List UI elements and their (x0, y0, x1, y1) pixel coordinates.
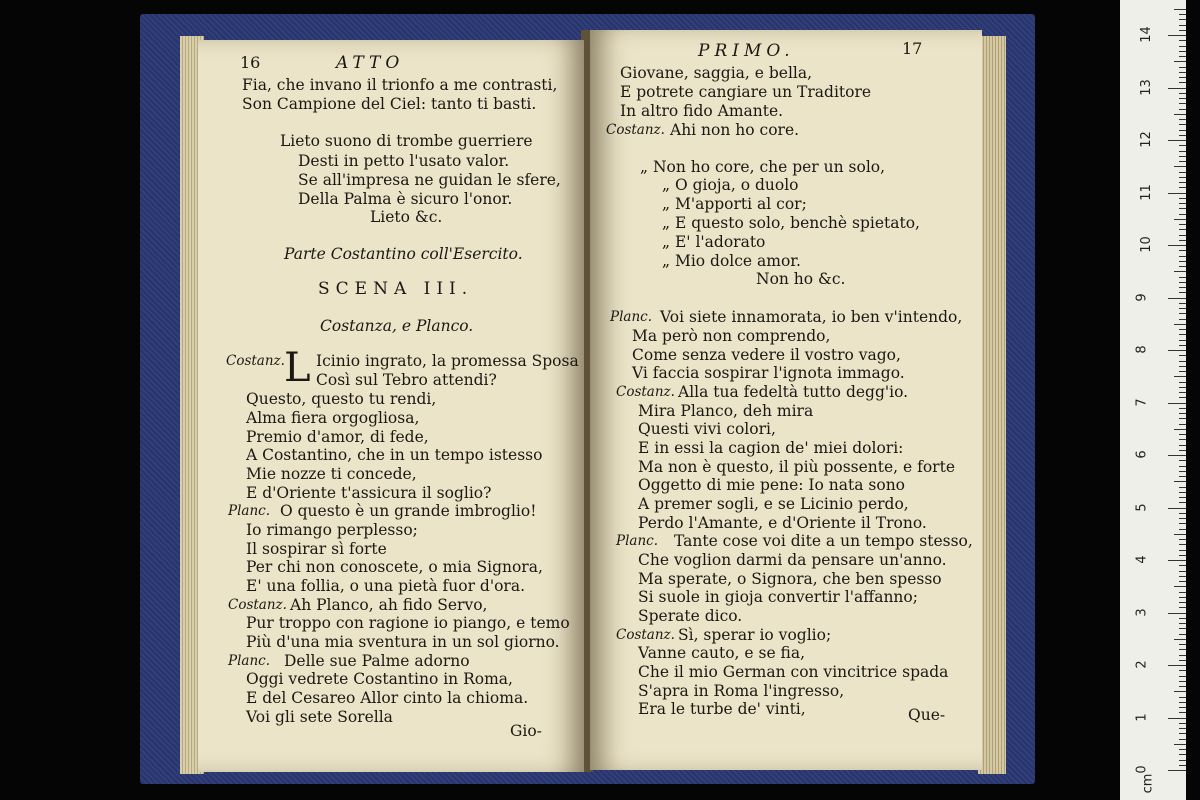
ruler-label: 0 (1134, 765, 1150, 774)
ruler-tick (1179, 497, 1186, 498)
dialogue-line: Giovane, saggia, e bella, (620, 64, 813, 82)
ruler-tick (1179, 124, 1186, 125)
ruler-tick (1174, 9, 1186, 10)
ruler-tick (1174, 429, 1186, 430)
ruler-tick (1179, 712, 1186, 713)
ruler-tick (1179, 98, 1186, 99)
aria-da-capo: Non ho &c. (756, 270, 846, 288)
speaker-label: Costanz. (616, 384, 675, 400)
right-page (590, 30, 982, 770)
ruler-tick (1179, 366, 1186, 367)
dialogue-line: Alla tua fedeltà tutto degg'io. (678, 383, 909, 401)
ruler-tick (1179, 345, 1186, 346)
ruler-tick (1179, 445, 1186, 446)
dialogue-line: Tante cose voi dite a un tempo stesso, (674, 532, 973, 550)
dialogue-line: S'apra in Roma l'ingresso, (638, 682, 845, 700)
ruler-label: 2 (1134, 660, 1150, 669)
ruler-tick (1174, 166, 1186, 167)
aria-line: „ E questo solo, benchè spietato, (662, 214, 920, 232)
ruler-tick (1174, 324, 1186, 325)
ruler-tick (1168, 718, 1186, 719)
ruler-tick (1174, 639, 1186, 640)
ruler-tick (1179, 214, 1186, 215)
ruler-tick (1179, 576, 1186, 577)
ruler-label: 12 (1138, 131, 1154, 148)
dialogue-line: Così sul Tebro attendi? (316, 371, 497, 389)
ruler-tick (1174, 376, 1186, 377)
ruler-tick (1179, 655, 1186, 656)
ruler-tick (1179, 46, 1186, 47)
ruler-tick (1179, 103, 1186, 104)
dialogue-line: Pur troppo con ragione io piango, e temo (246, 614, 570, 632)
ruler-tick (1179, 628, 1186, 629)
speaker-label: Costanz. (226, 353, 285, 369)
ruler-tick (1179, 261, 1186, 262)
dialogue-line: O questo è un grande imbroglio! (280, 502, 537, 520)
dialogue-line: E in essi la cagion de' miei dolori: (638, 439, 904, 457)
ruler-label: 7 (1134, 397, 1150, 407)
ruler-tick (1179, 56, 1186, 57)
ruler-tick (1179, 250, 1186, 251)
ruler-tick (1179, 424, 1186, 425)
dialogue-line: Premio d'amor, di fede, (246, 428, 429, 446)
ruler-tick (1179, 82, 1186, 83)
dialogue-line: Questi vivi colori, (638, 420, 776, 438)
ruler-tick (1179, 471, 1186, 472)
aria-line: Della Palma è sicuro l'onor. (298, 190, 513, 208)
ruler-label: 14 (1138, 26, 1154, 43)
stage-direction: Parte Costantino coll'Esercito. (284, 245, 523, 263)
ruler-tick (1168, 508, 1186, 509)
ruler-tick (1179, 754, 1186, 755)
measurement-ruler (1120, 0, 1186, 800)
running-head: PRIMO. (698, 41, 795, 61)
ruler-tick (1179, 334, 1186, 335)
dialogue-line: Oggetto di mie pene: Io nata sono (638, 476, 906, 494)
ruler-tick (1179, 739, 1186, 740)
dialogue-line: Oggi vedrete Costantino in Roma, (246, 670, 513, 688)
ruler-tick (1179, 329, 1186, 330)
ruler-tick (1179, 30, 1186, 31)
ruler-tick (1179, 523, 1186, 524)
dialogue-line: Che voglion darmi da pensare un'anno. (638, 551, 947, 569)
catchword: Que- (908, 706, 946, 724)
dialogue-line: E del Cesareo Allor cinto la chioma. (246, 689, 529, 707)
ruler-tick (1174, 219, 1186, 220)
ruler-tick (1179, 387, 1186, 388)
ruler-tick (1168, 88, 1186, 89)
ruler-tick (1179, 308, 1186, 309)
ruler-tick (1168, 350, 1186, 351)
ruler-tick (1179, 733, 1186, 734)
ruler-label: 8 (1134, 345, 1150, 354)
dialogue-line: Voi gli sete Sorella (246, 708, 393, 726)
aria-line: „ M'apporti al cor; (662, 195, 807, 213)
dialogue-line: Delle sue Palme adorno (284, 652, 470, 670)
ruler-label: 3 (1134, 607, 1150, 617)
ruler-tick (1179, 597, 1186, 598)
ruler-tick (1179, 707, 1186, 708)
dialogue-line: Icinio ingrato, la promessa Sposa (316, 352, 579, 370)
ruler-tick (1174, 691, 1186, 692)
ruler-tick (1179, 397, 1186, 398)
ruler-tick (1179, 19, 1186, 20)
drop-cap: L (284, 345, 311, 391)
dialogue-line: A premer sogli, e se Licinio perdo, (638, 495, 909, 513)
ruler-tick (1179, 25, 1186, 26)
ruler-tick (1179, 492, 1186, 493)
ruler-tick (1168, 140, 1186, 141)
speaker-label: Costanz. (606, 122, 665, 138)
ruler-tick (1179, 240, 1186, 241)
left-page (198, 40, 584, 772)
ruler-tick (1179, 513, 1186, 514)
ruler-tick (1179, 198, 1186, 199)
ruler-tick (1179, 649, 1186, 650)
ruler-label: 6 (1134, 450, 1150, 459)
dialogue-line: Il sospirar sì forte (246, 540, 387, 558)
dialogue-line: Ma però non comprendo, (632, 327, 831, 345)
ruler-tick (1174, 534, 1186, 535)
ruler-tick (1179, 151, 1186, 152)
ruler-tick (1179, 670, 1186, 671)
ruler-tick (1179, 676, 1186, 677)
scene-characters: Costanza, e Planco. (320, 317, 474, 335)
ruler-tick (1179, 623, 1186, 624)
speaker-label: Planc. (610, 309, 652, 325)
ruler-tick (1168, 403, 1186, 404)
ruler-tick (1179, 529, 1186, 530)
ruler-label: 10 (1138, 236, 1154, 253)
ruler-tick (1168, 193, 1186, 194)
ruler-label: 4 (1134, 555, 1150, 564)
ruler-tick (1179, 277, 1186, 278)
ruler-tick (1179, 565, 1186, 566)
ruler-tick (1179, 313, 1186, 314)
ruler-tick (1179, 156, 1186, 157)
ruler-tick (1179, 355, 1186, 356)
dialogue-line: Alma fiera orgogliosa, (246, 409, 420, 427)
ruler-tick (1179, 93, 1186, 94)
ruler-unit: cm (1140, 773, 1156, 794)
page-number: 17 (902, 39, 923, 58)
ruler-tick (1179, 697, 1186, 698)
ruler-tick (1179, 476, 1186, 477)
ruler-tick (1168, 665, 1186, 666)
page-number: 16 (240, 53, 261, 72)
ruler-tick (1174, 481, 1186, 482)
dialogue-line: Sì, sperar io voglio; (678, 626, 832, 644)
ruler-tick (1168, 298, 1186, 299)
ruler-tick (1179, 686, 1186, 687)
speaker-label: Costanz. (228, 597, 287, 613)
dialogue-line: Ah Planco, ah fido Servo, (290, 596, 488, 614)
ruler-tick (1179, 67, 1186, 68)
speaker-label: Costanz. (616, 627, 675, 643)
ruler-tick (1179, 135, 1186, 136)
ruler-tick (1179, 571, 1186, 572)
ruler-tick (1179, 282, 1186, 283)
ruler-tick (1179, 702, 1186, 703)
dialogue-line: Ma sperate, o Signora, che ben spesso (638, 570, 942, 588)
ruler-tick (1174, 114, 1186, 115)
ruler-tick (1179, 172, 1186, 173)
ruler-tick (1179, 760, 1186, 761)
ruler-tick (1179, 460, 1186, 461)
ruler-tick (1179, 266, 1186, 267)
ruler-tick (1179, 602, 1186, 603)
dialogue-line: A Costantino, che in un tempo istesso (246, 446, 543, 464)
ruler-tick (1179, 382, 1186, 383)
ruler-tick (1179, 177, 1186, 178)
ruler-tick (1179, 203, 1186, 204)
dialogue-line: E' una follia, o una pietà fuor d'ora. (246, 577, 525, 595)
aria-line: Se all'impresa ne guidan le sfere, (298, 171, 561, 189)
ruler-tick (1179, 208, 1186, 209)
ruler-tick (1174, 586, 1186, 587)
ruler-tick (1179, 592, 1186, 593)
ruler-tick (1179, 340, 1186, 341)
ruler-tick (1179, 187, 1186, 188)
aria-line: „ O gioja, o duolo (662, 176, 799, 194)
ruler-tick (1179, 555, 1186, 556)
ruler-tick (1168, 245, 1186, 246)
ruler-tick (1179, 518, 1186, 519)
speaker-label: Planc. (228, 653, 270, 669)
running-head: ATTO (336, 53, 405, 73)
ruler-tick (1179, 14, 1186, 15)
ruler-tick (1179, 40, 1186, 41)
ruler-tick (1179, 361, 1186, 362)
ruler-tick (1179, 145, 1186, 146)
dialogue-line: Che il mio German con vincitrice spada (638, 663, 949, 681)
ruler-tick (1168, 35, 1186, 36)
dialogue-line: Vanne cauto, e se fia, (638, 644, 806, 662)
ruler-tick (1179, 109, 1186, 110)
ruler-tick (1174, 271, 1186, 272)
catchword: Gio- (510, 722, 542, 740)
ruler-tick (1168, 613, 1186, 614)
ruler-tick (1179, 434, 1186, 435)
ruler-tick (1179, 161, 1186, 162)
ruler-tick (1179, 224, 1186, 225)
ruler-tick (1179, 77, 1186, 78)
speaker-label: Planc. (228, 503, 270, 519)
ruler-tick (1179, 487, 1186, 488)
ruler-label: 13 (1138, 78, 1154, 96)
ruler-tick (1179, 371, 1186, 372)
dialogue-line: Vi faccia sospirar l'ignota immago. (632, 364, 905, 382)
ruler-tick (1179, 539, 1186, 540)
ruler-tick (1179, 439, 1186, 440)
ruler-tick (1179, 728, 1186, 729)
dialogue-line: E potrete cangiare un Traditore (620, 83, 872, 101)
dialogue-line: Sperate dico. (638, 607, 743, 625)
aria-line: „ Mio dolce amor. (662, 252, 801, 270)
ruler-tick (1168, 560, 1186, 561)
ruler-tick (1168, 455, 1186, 456)
dialogue-line: Più d'una mia sventura in un sol giorno. (246, 633, 560, 651)
dialogue-line: E d'Oriente t'assicura il soglio? (246, 484, 492, 502)
ruler-tick (1179, 634, 1186, 635)
ruler-tick (1179, 51, 1186, 52)
ruler-tick (1179, 450, 1186, 451)
ruler-tick (1174, 61, 1186, 62)
dialogue-line: Per chi non conoscete, o mia Signora, (246, 558, 543, 576)
ruler-tick (1179, 581, 1186, 582)
ruler-tick (1179, 607, 1186, 608)
ruler-tick (1179, 644, 1186, 645)
ruler-tick (1179, 466, 1186, 467)
ruler-label: 1 (1134, 712, 1150, 722)
ruler-label: 9 (1134, 292, 1150, 302)
ruler-tick (1179, 256, 1186, 257)
dialogue-line: Come senza vedere il vostro vago, (632, 346, 901, 364)
ruler-tick (1179, 319, 1186, 320)
aria-line: „ Non ho core, che per un solo, (640, 158, 886, 176)
dialogue-line: Ma non è questo, il più possente, e forte (638, 458, 955, 476)
ruler-tick (1179, 681, 1186, 682)
dialogue-line: Ahi non ho core. (670, 121, 800, 139)
ruler-tick (1179, 749, 1186, 750)
dialogue-line: In altro fido Amante. (620, 102, 784, 120)
ruler-tick (1179, 544, 1186, 545)
dialogue-line: Mira Planco, deh mira (638, 402, 814, 420)
dialogue-line: Voi siete innamorata, io ben v'intendo, (660, 308, 963, 326)
ruler-tick (1174, 744, 1186, 745)
ruler-tick (1179, 765, 1186, 766)
ruler-label: 5 (1134, 502, 1150, 512)
ruler-tick (1179, 392, 1186, 393)
dialogue-line: Era le turbe de' vinti, (638, 700, 806, 718)
aria-line: Lieto suono di trombe guerriere (280, 132, 533, 150)
ruler-tick (1179, 723, 1186, 724)
ruler-tick (1179, 550, 1186, 551)
speaker-label: Planc. (616, 533, 658, 549)
dialogue-line: Questo, questo tu rendi, (246, 390, 437, 408)
ruler-tick (1179, 235, 1186, 236)
aria-line: Desti in petto l'usato valor. (298, 152, 510, 170)
aria-da-capo: Lieto &c. (370, 208, 443, 226)
dialogue-line: Io rimango perplesso; (246, 521, 418, 539)
ruler-tick (1179, 287, 1186, 288)
ruler-tick (1179, 72, 1186, 73)
ruler-tick (1179, 408, 1186, 409)
ruler-tick (1179, 618, 1186, 619)
aria-line: „ E' l'adorato (662, 233, 766, 251)
dialogue-line: Si suole in gioja convertir l'affanno; (638, 588, 918, 606)
ruler-label: 11 (1138, 183, 1154, 201)
ruler-tick (1179, 119, 1186, 120)
ruler-tick (1179, 418, 1186, 419)
verse-line: Son Campione del Ciel: tanto ti basti. (242, 95, 537, 113)
scene-heading: SCENA III. (318, 279, 474, 299)
dialogue-line: Perdo l'Amante, e d'Oriente il Trono. (638, 514, 927, 532)
dialogue-line: Mie nozze ti concede, (246, 465, 417, 483)
ruler-tick (1179, 660, 1186, 661)
ruler-tick (1179, 303, 1186, 304)
ruler-tick (1179, 292, 1186, 293)
ruler-tick (1168, 770, 1186, 771)
ruler-tick (1179, 229, 1186, 230)
ruler-tick (1179, 502, 1186, 503)
page-edges-right (978, 36, 1006, 774)
ruler-tick (1179, 413, 1186, 414)
ruler-tick (1179, 130, 1186, 131)
verse-line: Fia, che invano il trionfo a me contrasti, (242, 76, 558, 94)
ruler-tick (1179, 182, 1186, 183)
